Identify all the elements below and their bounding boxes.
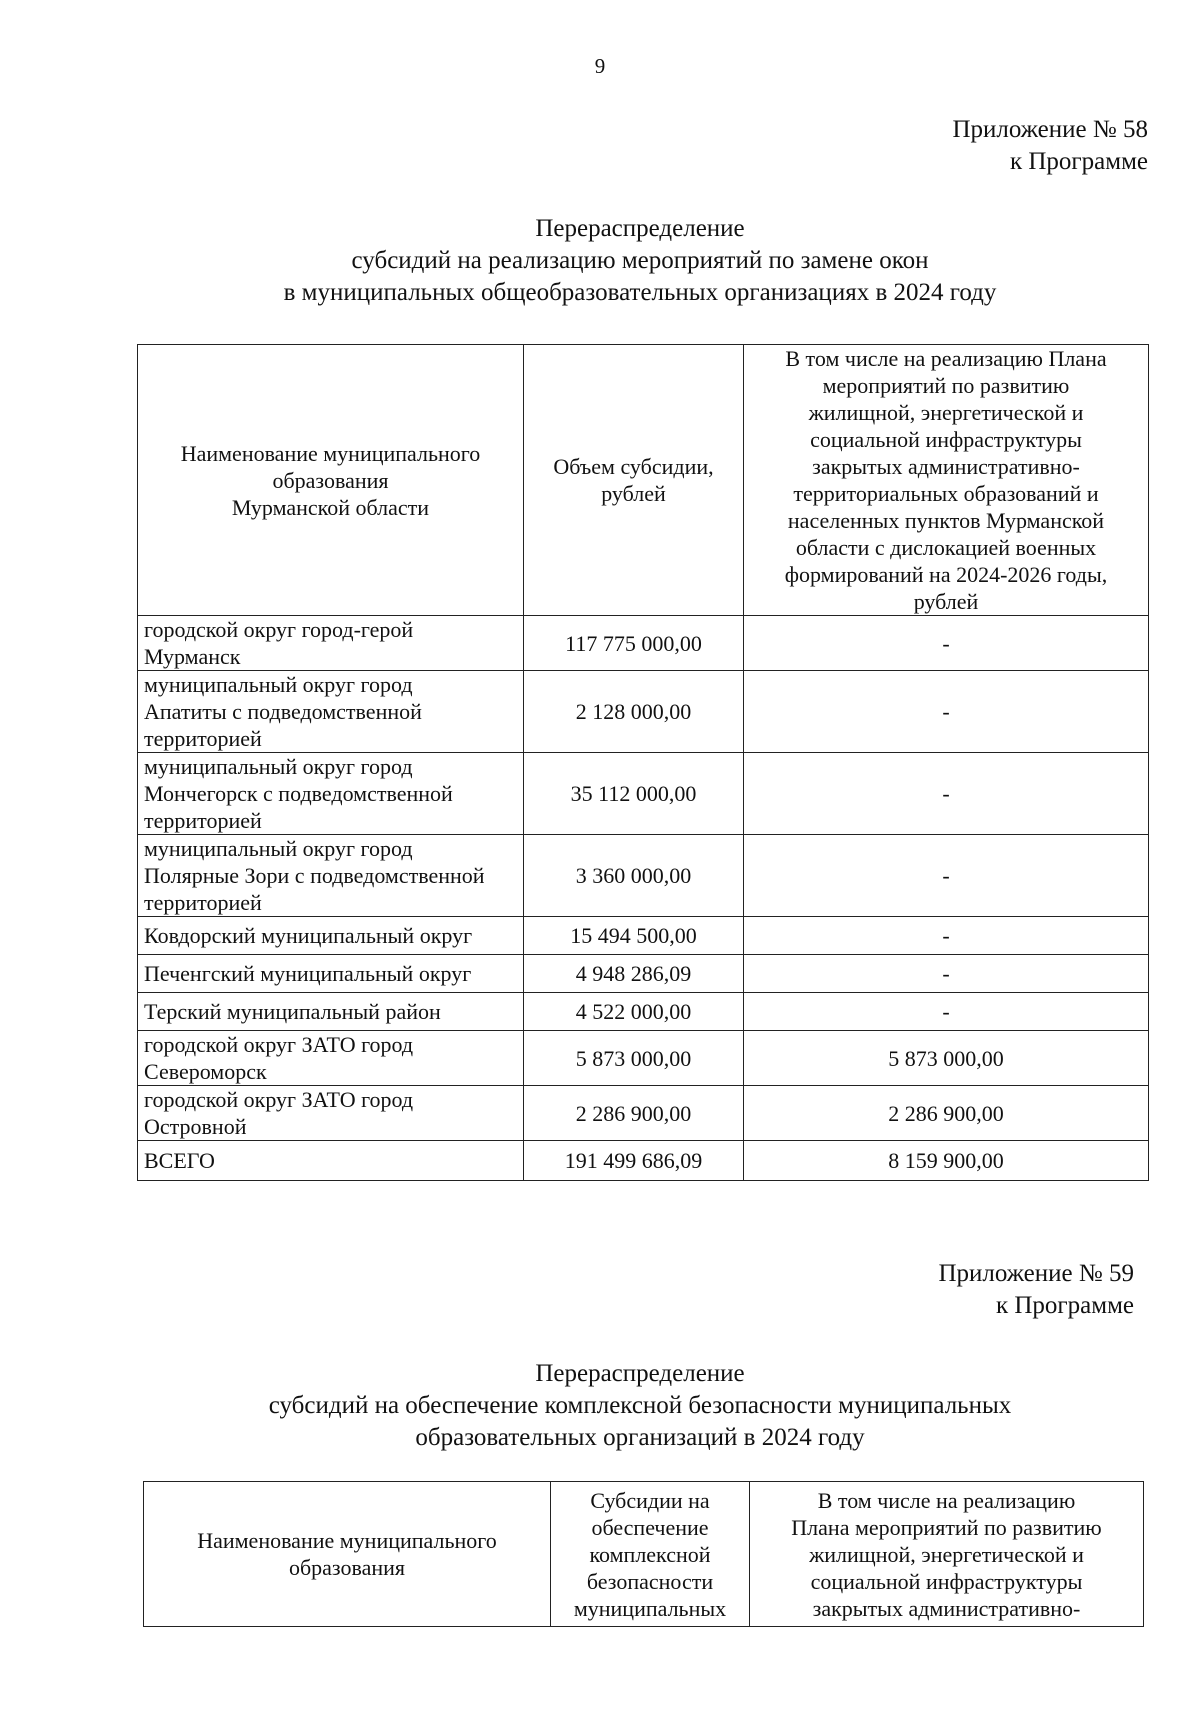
table-59-header-amount xyxy=(551,1482,750,1627)
table-row xyxy=(138,616,1149,671)
text-line: Мурманск xyxy=(144,644,241,669)
text-line: рублей xyxy=(601,481,666,506)
cell-plan-amount: 2 286 900,00 xyxy=(744,1086,1149,1141)
table-row xyxy=(138,671,1149,753)
cell-subsidy-amount: 3 360 000,00 xyxy=(524,835,744,917)
text-line: городской округ город-герой xyxy=(144,617,414,642)
cell-municipality-name xyxy=(138,835,524,917)
subsidy-table-58 xyxy=(137,344,1149,1181)
text-line: жилищной, энергетической и xyxy=(808,400,1084,425)
table-row xyxy=(138,753,1149,835)
cell-municipality-name xyxy=(138,1141,524,1181)
title-58-line1: Перераспределение xyxy=(535,215,745,242)
cell-subsidy-amount: 5 873 000,00 xyxy=(524,1031,744,1086)
table-58-header-amount xyxy=(524,345,744,616)
title-58 xyxy=(40,213,1200,309)
appendix-58-label xyxy=(952,114,1148,178)
text-line: образования xyxy=(272,467,389,493)
text-line: городской округ ЗАТО город xyxy=(144,1032,414,1057)
text-line: Мурманской области xyxy=(231,494,430,520)
text-line: комплексной xyxy=(589,1541,711,1567)
cell-municipality-name xyxy=(138,616,524,671)
table-59-header-plan xyxy=(750,1482,1144,1627)
text-line: Ковдорский муниципальный округ xyxy=(144,923,473,948)
text-line: территорией xyxy=(144,726,262,751)
subsidy-table-59 xyxy=(143,1481,1144,1627)
title-59-line2: субсидий на обеспечение комплексной безопасности муниципальных xyxy=(268,1392,1012,1419)
cell-plan-amount: 5 873 000,00 xyxy=(744,1031,1149,1086)
cell-municipality-name xyxy=(138,1086,524,1141)
cell-plan-amount: - xyxy=(744,917,1149,955)
text-line: Апатиты с подведомственной xyxy=(144,699,422,724)
cell-municipality-name xyxy=(138,993,524,1031)
text-line: населенных пунктов Мурманской xyxy=(787,508,1105,533)
cell-municipality-name xyxy=(138,753,524,835)
cell-subsidy-amount: 191 499 686,09 xyxy=(524,1141,744,1181)
table-59-header-row xyxy=(144,1482,1144,1627)
text-line: Мончегорск с подведомственной xyxy=(144,781,453,806)
text-line: муниципальных xyxy=(573,1595,727,1621)
table-58-header-plan xyxy=(744,345,1149,616)
title-58-line2: субсидий на реализацию мероприятий по замене окон xyxy=(351,247,929,274)
text-line: В том числе на реализацию Плана xyxy=(785,346,1107,371)
text-line: Объем субсидии, xyxy=(553,454,714,479)
cell-municipality-name xyxy=(138,671,524,753)
appendix-59-line1: Приложение № 59 xyxy=(938,1260,1134,1287)
text-line: муниципальный округ город xyxy=(144,836,413,861)
text-line: обеспечение xyxy=(591,1514,709,1540)
text-line: ВСЕГО xyxy=(144,1148,215,1173)
title-59 xyxy=(40,1358,1200,1454)
text-line: В том числе на реализацию xyxy=(817,1487,1076,1513)
appendix-59-label xyxy=(938,1258,1134,1322)
cell-subsidy-amount: 2 128 000,00 xyxy=(524,671,744,753)
appendix-58-line1: Приложение № 58 xyxy=(952,116,1148,143)
text-line: территориальных образований и xyxy=(793,481,1099,506)
text-line: социальной инфраструктуры xyxy=(810,1568,1083,1594)
cell-municipality-name xyxy=(138,1031,524,1086)
cell-municipality-name xyxy=(138,955,524,993)
text-line: закрытых административно- xyxy=(812,1595,1081,1621)
table-58-header-row xyxy=(138,345,1149,616)
text-line: территорией xyxy=(144,890,262,915)
text-line: Плана мероприятий по развитию xyxy=(791,1514,1102,1540)
text-line: Субсидии на xyxy=(590,1487,710,1513)
title-59-line1: Перераспределение xyxy=(535,1360,745,1387)
table-row xyxy=(138,917,1149,955)
cell-plan-amount: - xyxy=(744,955,1149,993)
cell-plan-amount: - xyxy=(744,993,1149,1031)
text-line: Наименование муниципального xyxy=(180,440,481,466)
text-line: формирований на 2024-2026 годы, xyxy=(784,562,1108,587)
text-line: муниципальный округ город xyxy=(144,672,413,697)
cell-plan-amount: - xyxy=(744,671,1149,753)
text-line: области с дислокацией военных xyxy=(795,535,1097,560)
table-row xyxy=(138,835,1149,917)
cell-subsidy-amount: 15 494 500,00 xyxy=(524,917,744,955)
text-line: образования xyxy=(288,1555,406,1580)
table-row xyxy=(138,1031,1149,1086)
table-row xyxy=(138,1141,1149,1181)
cell-municipality-name xyxy=(138,917,524,955)
cell-subsidy-amount: 117 775 000,00 xyxy=(524,616,744,671)
cell-subsidy-amount: 35 112 000,00 xyxy=(524,753,744,835)
text-line: городской округ ЗАТО город xyxy=(144,1087,414,1112)
text-line: жилищной, энергетической и xyxy=(809,1541,1084,1567)
cell-plan-amount: - xyxy=(744,753,1149,835)
page-number: 9 xyxy=(594,54,606,78)
text-line: закрытых административно- xyxy=(812,454,1080,479)
table-58-header-name xyxy=(138,345,524,616)
table-59-header-name xyxy=(144,1482,551,1627)
text-line: Печенгский муниципальный округ xyxy=(144,961,472,986)
cell-plan-amount: - xyxy=(744,616,1149,671)
text-line: территорией xyxy=(144,808,262,833)
text-line: рублей xyxy=(913,589,979,614)
appendix-59-line2: к Программе xyxy=(995,1292,1134,1319)
text-line: Терский муниципальный район xyxy=(144,999,441,1024)
title-59-line3: образовательных организаций в 2024 году xyxy=(415,1424,865,1451)
text-line: Североморск xyxy=(144,1059,267,1084)
appendix-58-line2: к Программе xyxy=(1009,148,1148,175)
table-row xyxy=(138,1086,1149,1141)
cell-subsidy-amount: 4 522 000,00 xyxy=(524,993,744,1031)
table-row xyxy=(138,955,1149,993)
cell-plan-amount: - xyxy=(744,835,1149,917)
text-line: Наименование муниципального xyxy=(197,1528,497,1553)
cell-subsidy-amount: 4 948 286,09 xyxy=(524,955,744,993)
text-line: безопасности xyxy=(586,1568,714,1594)
cell-subsidy-amount: 2 286 900,00 xyxy=(524,1086,744,1141)
text-line: социальной инфраструктуры xyxy=(810,427,1082,452)
table-row xyxy=(138,993,1149,1031)
title-58-line3: в муниципальных общеобразовательных организациях в 2024 году xyxy=(283,279,997,306)
text-line: муниципальный округ город xyxy=(144,754,413,779)
text-line: Полярные Зори с подведомственной xyxy=(144,863,485,888)
text-line: мероприятий по развитию xyxy=(822,373,1070,398)
cell-plan-amount: 8 159 900,00 xyxy=(744,1141,1149,1181)
text-line: Островной xyxy=(144,1114,247,1139)
